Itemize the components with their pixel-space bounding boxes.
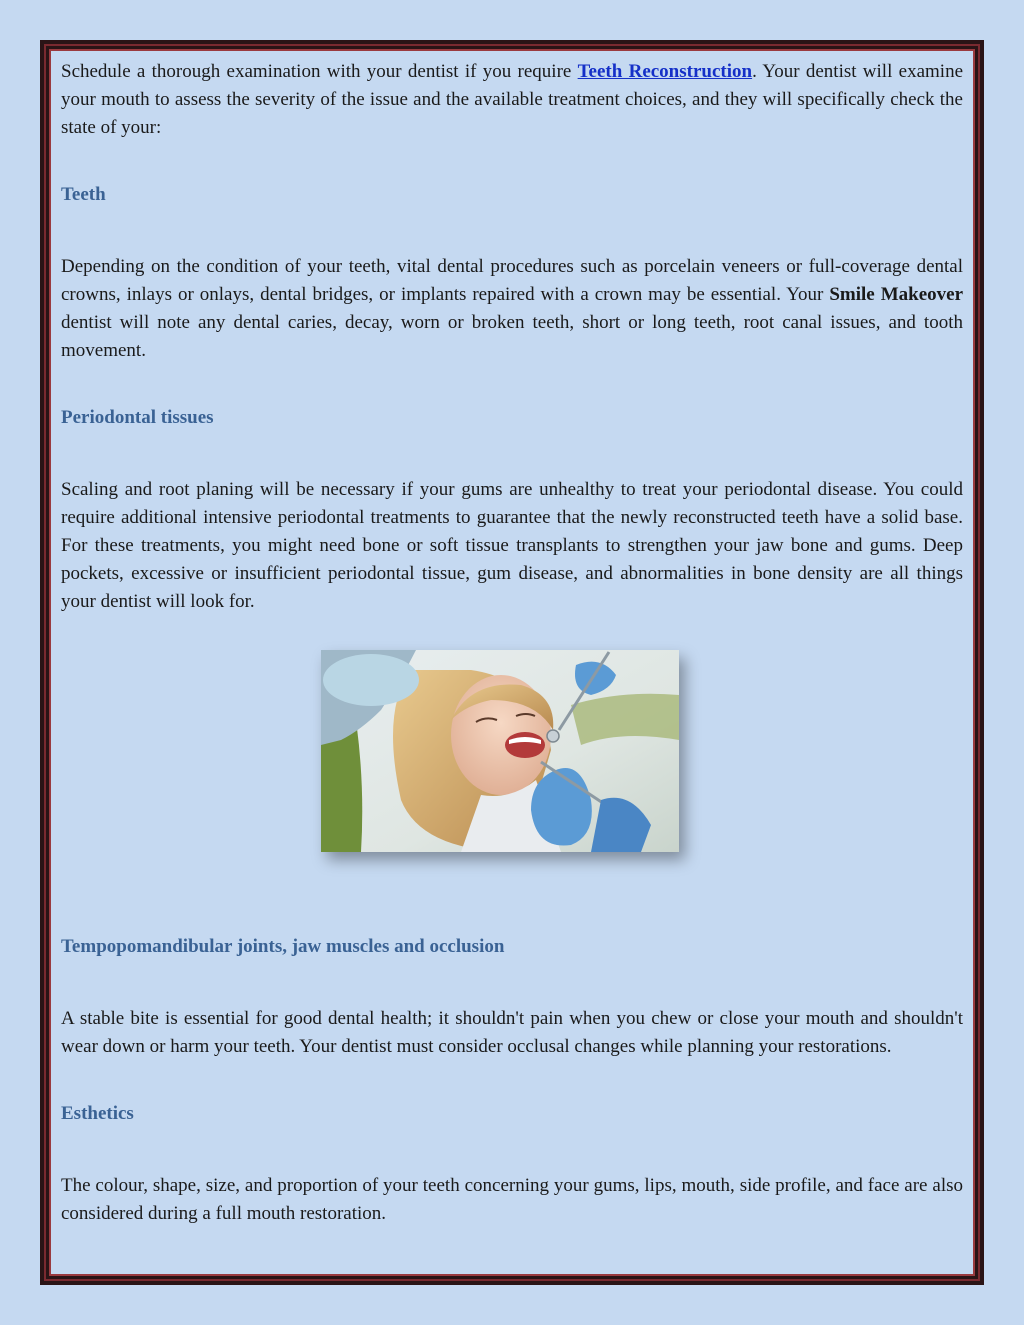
teeth-paragraph: Depending on the condition of your teeth, vital dental procedures such as porcelain veneers or full-coverage dental crowns, inlays or onlays, dental bridges, or implants repaired with a crown may be essential. Your Smile Makeover dentist will note any dental caries, decay, worn or broken teeth, short or long teeth, root canal issues, and tooth movement. [61,256,964,361]
smile-makeover-bold: Smile Makeover [829,284,964,305]
document-content [61,56,963,616]
teeth-reconstruction-link[interactable]: Teeth Reconstruction [577,61,753,82]
heading-esthetics: Esthetics [61,1103,134,1124]
heading-teeth: Teeth [61,184,106,205]
tmj-paragraph: A stable bite is essential for good dental health; it shouldn't pain when you chew or close your mouth and shouldn't wear down or harm your teeth. Your dentist must consider occlusal changes while planning your restorations. [61,1008,963,1057]
esthetics-paragraph: The colour, shape, size, and proportion of your teeth concerning your gums, lips, mouth, side profile, and face are also considered during a full mouth restoration. [61,1175,963,1224]
periodontal-paragraph: Scaling and root planing will be necessary if your gums are unhealthy to treat your periodontal disease. You could require additional intensive periodontal treatments to guarantee that the newly reconstructed teeth have a solid base. For these treatments, you might need bone or soft tissue transplants to strengthen your jaw bone and gums. Deep pockets, excessive or insufficient periodontal tissue, gum disease, and abnormalities in bone density are all things your dentist will look for. [61,479,963,612]
heading-tmj: Tempopomandibular joints, jaw muscles and occlusion [61,936,505,957]
document-content-lower [61,933,963,1228]
dental-exam-illustration [321,650,679,852]
heading-periodontal: Periodontal tissues [61,407,214,428]
dental-exam-photo [321,650,679,852]
intro-paragraph: Schedule a thorough examination with your dentist if you require Teeth Reconstruction. Your dentist will examine your mouth to assess the severity of the issue and the available treatment choices, and they will specifically check the state of your: [61,61,964,138]
